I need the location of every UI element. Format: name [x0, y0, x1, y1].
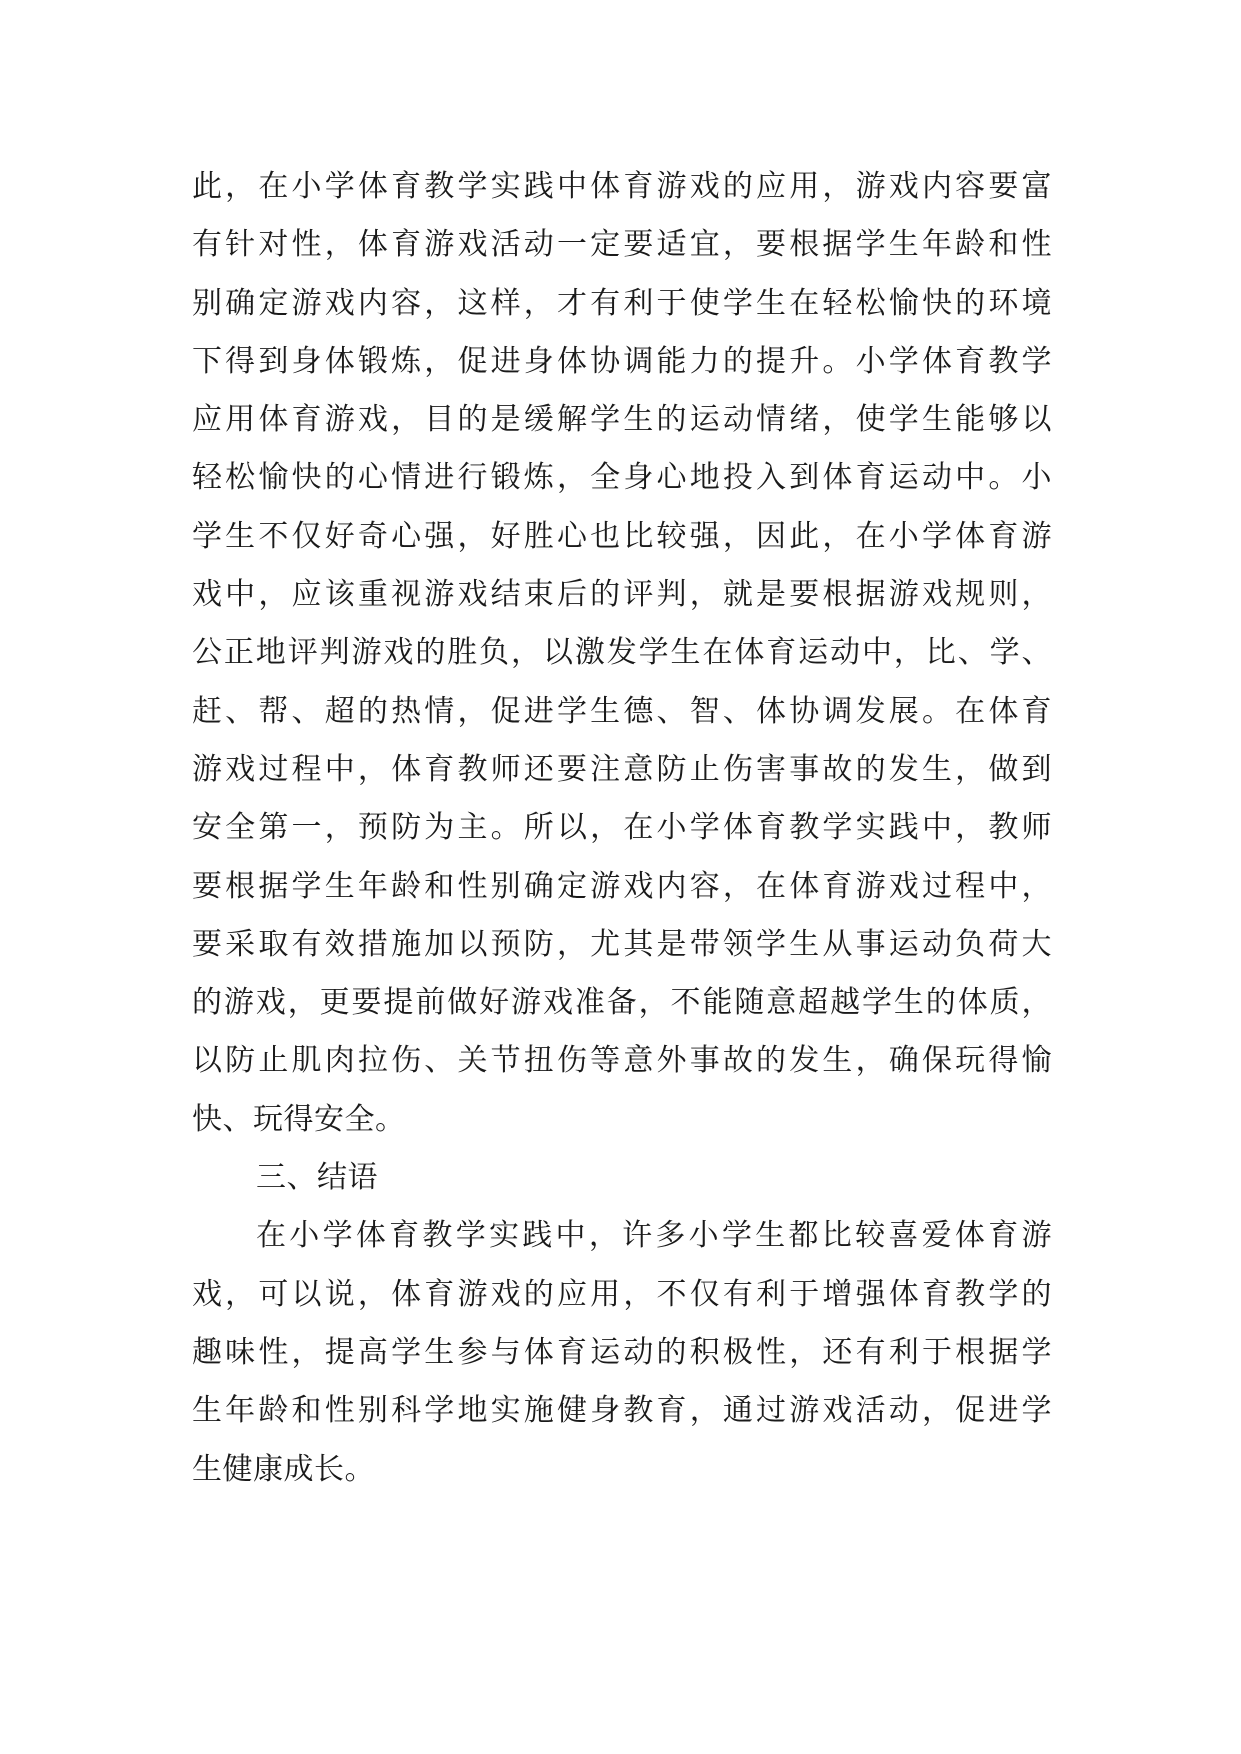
paragraph-line: 要采取有效措施加以预防，尤其是带领学生从事运动负荷大: [192, 926, 1052, 962]
body-text: [192, 158, 1052, 1499]
paragraph-line: 生健康成长。: [192, 1451, 375, 1487]
paragraph-line: 戏中，应该重视游戏结束后的评判，就是要根据游戏规则，: [192, 577, 1052, 613]
paragraph-line: 戏，可以说，体育游戏的应用，不仅有利于增强体育教学的: [192, 1276, 1052, 1312]
section-heading: 三、结语: [256, 1160, 378, 1196]
paragraph-line: 快、玩得安全。: [192, 1101, 406, 1137]
paragraph-line: 下得到身体锻炼，促进身体协调能力的提升。小学体育教学: [192, 343, 1052, 379]
paragraph-line: 应用体育游戏，目的是缓解学生的运动情绪，使学生能够以: [192, 402, 1052, 438]
paragraph-line: 有针对性，体育游戏活动一定要适宜，要根据学生年龄和性: [192, 227, 1052, 263]
paragraph-line: 趣味性，提高学生参与体育运动的积极性，还有利于根据学: [192, 1334, 1052, 1370]
paragraph-line: 游戏过程中，体育教师还要注意防止伤害事故的发生，做到: [192, 751, 1052, 787]
paragraph-line: 要根据学生年龄和性别确定游戏内容，在体育游戏过程中，: [192, 868, 1052, 904]
paragraph-line: 学生不仅好奇心强，好胜心也比较强，因此，在小学体育游: [192, 518, 1052, 554]
paragraph-line: 赶、帮、超的热情，促进学生德、智、体协调发展。在体育: [192, 693, 1052, 729]
paragraph-line: 生年龄和性别科学地实施健身教育，通过游戏活动，促进学: [192, 1393, 1052, 1429]
paragraph-line: 别确定游戏内容，这样，才有利于使学生在轻松愉快的环境: [192, 285, 1052, 321]
paragraph-line: 以防止肌肉拉伤、关节扭伤等意外事故的发生，确保玩得愉: [192, 1043, 1052, 1079]
paragraph-line: 安全第一，预防为主。所以，在小学体育教学实践中，教师: [192, 810, 1052, 846]
paragraph-line: 公正地评判游戏的胜负，以激发学生在体育运动中，比、学、: [192, 635, 1052, 671]
paragraph-line: 在小学体育教学实践中，许多小学生都比较喜爱体育游: [256, 1218, 1052, 1254]
paragraph-line: 此，在小学体育教学实践中体育游戏的应用，游戏内容要富: [192, 169, 1052, 204]
paragraph-line: 的游戏，更要提前做好游戏准备，不能随意超越学生的体质，: [192, 985, 1052, 1021]
paragraph-line: 轻松愉快的心情进行锻炼，全身心地投入到体育运动中。小: [192, 460, 1052, 496]
